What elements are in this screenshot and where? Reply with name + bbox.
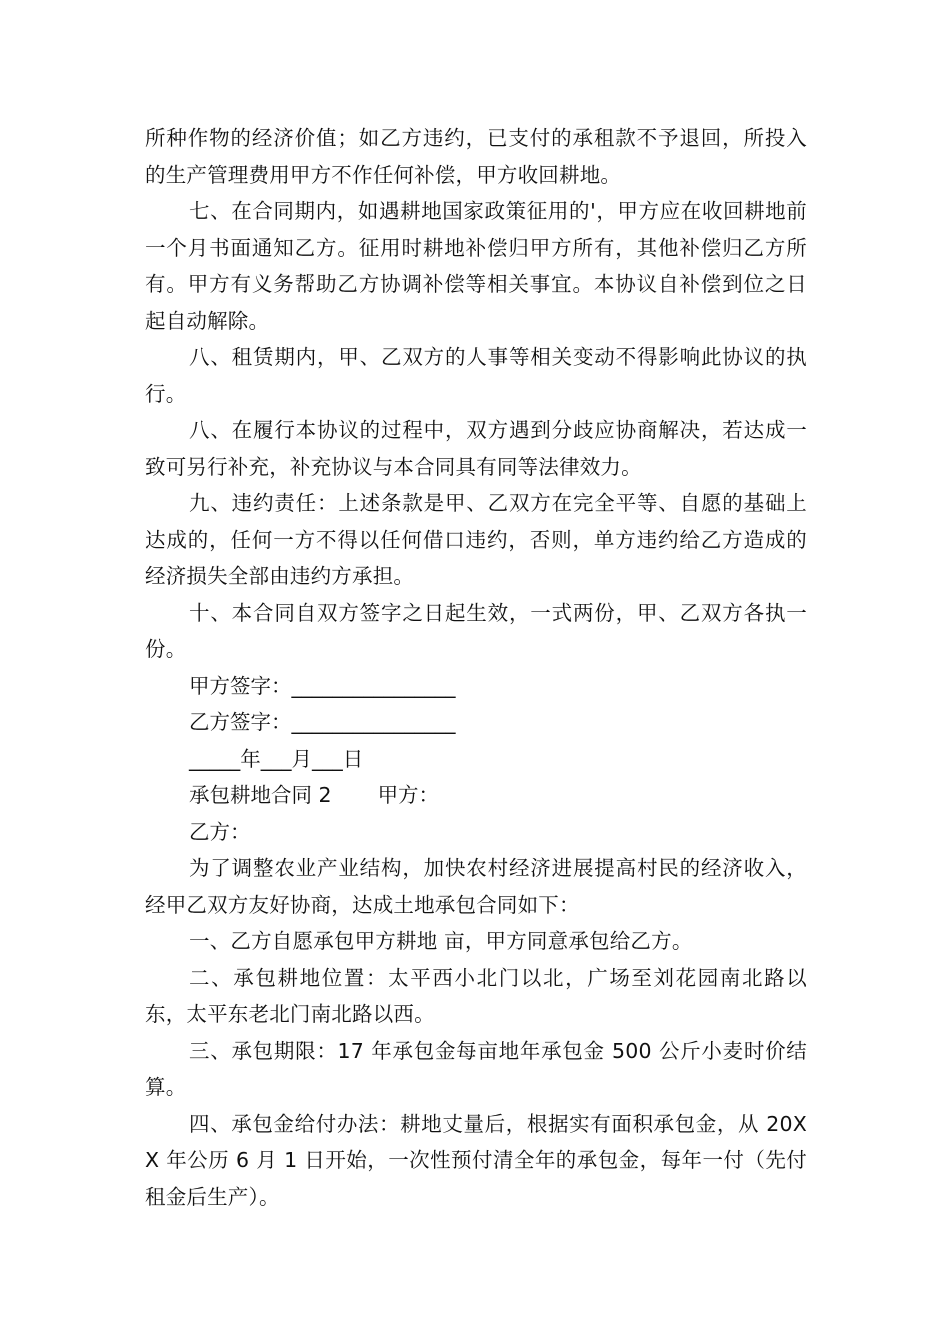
clause-10-effective: 十、本合同自双方签字之日起生效，一式两份，甲、乙双方各执一份。	[145, 600, 807, 661]
contract-2-clause-4: 四、承包金给付办法：耕地丈量后，根据实有面积承包金，从 20XX 年公历 6 月 1 日开始，一次性预付清全年的承包金，每年一付（先付租金后生产）。	[145, 1111, 808, 1209]
contract-2-heading-line	[145, 777, 807, 814]
contract-2-clause-1: 一、乙方自愿承包甲方耕地 亩，甲方同意承包给乙方。	[189, 929, 693, 953]
contract-2-party-b: 乙方：	[189, 819, 251, 844]
contract-2-clause-3: 三、承包期限：17 年承包金每亩地年承包金 500 公斤小麦时价结算。	[145, 1038, 807, 1099]
clause-9-breach: 九、违约责任：上述条款是甲、乙双方在完全平等、自愿的基础上达成的，任何一方不得以任何借口违约，否则，单方违约给乙方造成的经济损失全部由违约方承担。	[145, 491, 807, 588]
contract-2-clause-2: 二、承包耕地位置：太平西小北门以北，广场至刘花园南北路以东，太平东老北门南北路以西。	[145, 965, 807, 1026]
contract-2-heading: 承包耕地合同 2	[189, 783, 332, 807]
document-page	[145, 120, 807, 1215]
clause-8-lease: 八、租赁期内，甲、乙双方的人事等相关变动不得影响此协议的执行。	[145, 345, 807, 406]
contract-2-preamble: 为了调整农业产业结构，加快农村经济进展提高村民的经济收入，经甲乙双方友好协商，达成土地承包合同如下：	[145, 856, 807, 917]
signature-date: _____年___月___日	[189, 746, 364, 771]
paragraph-continuation: 所种作物的经济价值；如乙方违约，已支付的承租款不予退回，所投入的生产管理费用甲方不作任何补偿，甲方收回耕地。	[145, 126, 807, 187]
party-b-signature: 乙方签字：________________	[189, 710, 456, 734]
clause-8-dispute: 八、在履行本协议的过程中，双方遇到分歧应协商解决，若达成一致可另行补充，补充协议与本合同具有同等法律效力。	[145, 418, 807, 479]
clause-7: 七、在合同期内，如遇耕地国家政策征用的'，甲方应在收回耕地前一个月书面通知乙方。征用时耕地补偿归甲方所有，其他补偿归乙方所有。甲方有义务帮助乙方协调补偿等相关事宜。本协议自补偿到位之日起自动解除。	[145, 199, 807, 333]
contract-2-party-a: 甲方：	[377, 783, 440, 807]
party-a-signature: 甲方签字：________________	[189, 673, 456, 698]
